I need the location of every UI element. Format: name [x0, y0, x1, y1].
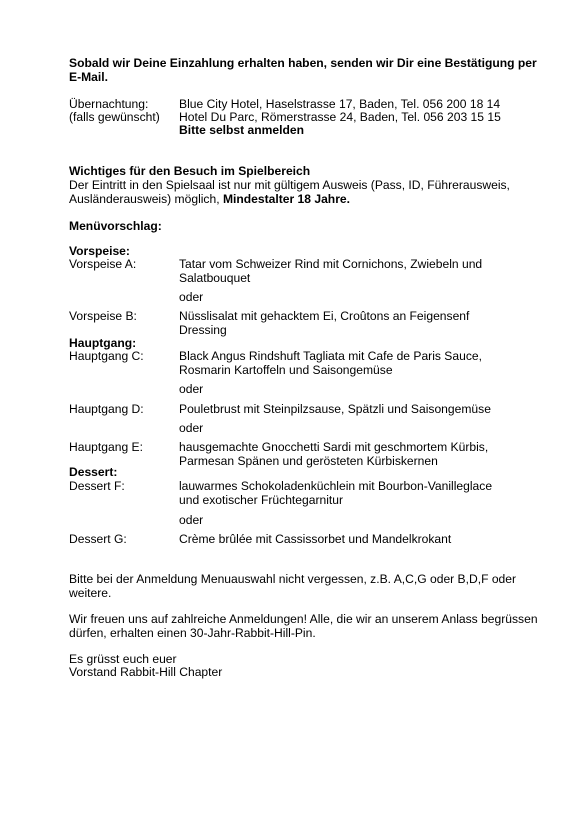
- main-e-description: hausgemachte Gnocchetti Sardi mit geschmortem Kürbis, Parmesan Spänen und gerösteten Kürbiskernen: [179, 440, 489, 468]
- hotel-blue-city: Blue City Hotel, Haselstrasse 17, Baden, Tel. 056 200 18 14: [179, 97, 501, 111]
- accommodation-label: Übernachtung:: [69, 97, 149, 111]
- starter-b-description: Nüsslisalat mit gehacktem Ei, Croûtons an Feigensenf Dressing: [179, 309, 470, 337]
- greeting: Es grüsst euch euer: [69, 652, 177, 666]
- signature: Vorstand Rabbit-Hill Chapter: [69, 665, 223, 679]
- accommodation-optional-label: (falls gewünscht): [69, 110, 160, 124]
- starter-a-description: Tatar vom Schweizer Rind mit Cornichons, Zwiebeln und Salatbouquet: [179, 257, 483, 285]
- hotel-du-parc: Hotel Du Parc, Römerstrasse 24, Baden, Tel. 056 203 15 15: [179, 110, 501, 124]
- dessert-f-description: lauwarmes Schokoladenküchlein mit Bourbon-Vanilleglace und exotischer Früchtegarnitur: [179, 479, 493, 507]
- menu-heading: Menüvorschlag:: [69, 219, 162, 233]
- casino-entry-text: [69, 179, 539, 206]
- main-course-heading: Hauptgang:: [69, 336, 137, 350]
- casino-id-requirement: Der Eintritt in den Spielsaal ist nur mit gültigem Ausweis (Pass, ID, Führerausweis, Ausländerausweis) möglich,: [69, 178, 510, 206]
- or-separator: oder: [179, 513, 204, 527]
- confirmation-notice: Sobald wir Deine Einzahlung erhalten haben, senden wir Dir eine Bestätigung per E-Mail.: [69, 56, 537, 84]
- menu-selection-note: Bitte bei der Anmeldung Menuauswahl nicht vergessen, z.B. A,C,G oder B,D,F oder weitere.: [69, 572, 517, 600]
- casino-heading: Wichtiges für den Besuch im Spielbereich: [69, 164, 311, 178]
- dessert-g-description: Crème brûlée mit Cassissorbet und Mandelkrokant: [179, 532, 452, 546]
- starter-a-label: Vorspeise A:: [69, 257, 137, 271]
- or-separator: oder: [179, 382, 204, 396]
- main-c-label: Hauptgang C:: [69, 349, 144, 363]
- main-d-label: Hauptgang D:: [69, 402, 144, 416]
- minimum-age: Mindestalter 18 Jahre.: [222, 191, 350, 206]
- dessert-heading: Dessert:: [69, 465, 118, 479]
- or-separator: oder: [179, 421, 204, 435]
- starter-heading: Vorspeise:: [69, 244, 130, 258]
- dessert-f-label: Dessert F:: [69, 479, 125, 493]
- dessert-g-label: Dessert G:: [69, 532, 127, 546]
- closing-paragraph: Wir freuen uns auf zahlreiche Anmeldungen! Alle, die wir an unserem Anlass begrüssen dürfen, erhalten einen 30-Jahr-Rabbit-Hill-Pin.: [69, 612, 538, 640]
- starter-b-label: Vorspeise B:: [69, 309, 137, 323]
- self-booking-note: Bitte selbst anmelden: [179, 123, 305, 137]
- or-separator: oder: [179, 290, 204, 304]
- main-d-description: Pouletbrust mit Steinpilzsause, Spätzli und Saisongemüse: [179, 402, 491, 416]
- main-c-description: Black Angus Rindshuft Tagliata mit Cafe de Paris Sauce, Rosmarin Kartoffeln und Saisongemüse: [179, 349, 482, 377]
- main-e-label: Hauptgang E:: [69, 440, 143, 454]
